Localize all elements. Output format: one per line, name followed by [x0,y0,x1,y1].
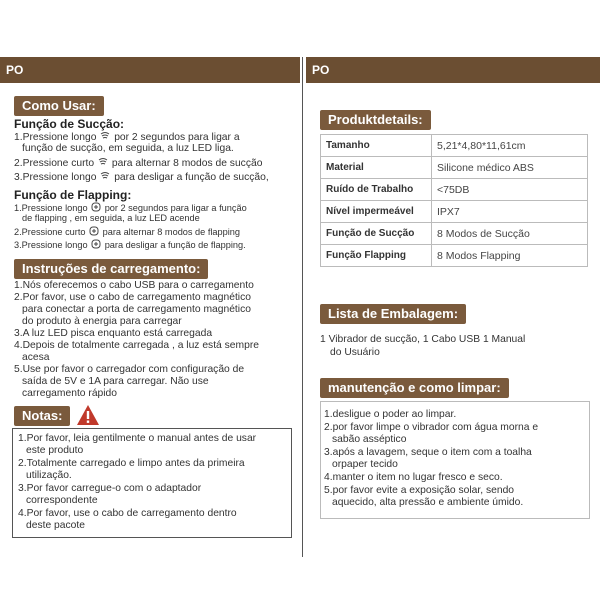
detail-value: 8 Modos de Sucção [432,223,588,245]
suction-button-icon [100,131,110,141]
manutencao-line-8: aquecido, alta pressão e ambiente úmido. [332,497,524,508]
succao-line-1 [14,131,240,144]
table-row [321,179,588,201]
manutencao-line-7: 5.por favor evite a exposição solar, sendo [324,485,515,496]
instrucoes-line-10: carregamento rápido [22,388,118,399]
notas-line-3: 2.Totalmente carregado e limpo antes da primeira [18,458,245,469]
flapping-line-1b: por 2 segundos para ligar a função [104,203,247,213]
notas-line-2: este produto [26,445,84,456]
column-divider [302,57,303,557]
succao-line-2a: 2.Pressione curto [14,158,95,169]
suction-button-icon [100,171,110,181]
notas-badge: Notas: [14,406,70,426]
product-details-table [320,134,588,267]
instrucoes-line-8: 5.Use por favor o carregador com configuração de [14,364,245,375]
succao-title: Função de Sucção: [14,117,125,131]
detail-key: Material [321,157,432,179]
instrucoes-line-6: 4.Depois de totalmente carregada , a luz está sempre [14,340,259,351]
left-header-bar [0,57,300,83]
instrucoes-line-1: 1.Nós oferecemos o cabo USB para o carregamento [14,280,254,291]
flapping-line-2a: 2.Pressione curto [14,227,86,237]
manutencao-line-5: orpaper tecido [332,459,398,470]
detail-key: Nível impermeável [321,201,432,223]
suction-button-icon [98,157,108,167]
instrucoes-line-7: acesa [22,352,50,363]
flapping-button-icon [91,239,101,249]
instrucoes-badge: Instruções de carregamento: [14,259,208,279]
manutencao-line-6: 4.manter o item no lugar fresco e seco. [324,472,503,483]
flapping-line-1a: 1.Pressione longo [14,203,88,213]
detail-key: Tamanho [321,135,432,157]
notas-line-4: utilização. [26,470,72,481]
table-row [321,245,588,267]
flapping-line-3a: 3.Pressione longo [14,240,88,250]
lista-line-2: do Usuário [330,347,380,358]
flapping-line-2 [14,226,240,238]
detail-value: Silicone médico ABS [432,157,588,179]
succao-line-2 [14,157,262,170]
flapping-title: Função de Flapping: [14,188,132,202]
notas-line-5: 3.Por favor carregue-o com o adaptador [18,483,202,494]
succao-line-3 [14,171,269,184]
flapping-button-icon [91,202,101,212]
manutencao-line-4: 3.após a lavagem, seque o item com a toalha [324,447,532,458]
instrucoes-line-5: 3.A luz LED pisca enquanto está carregada [14,328,213,339]
detail-value: <75DB [432,179,588,201]
instrucoes-line-9: saída de 5V e 1A para carregar. Não use [22,376,209,387]
notas-line-1: 1.Por favor, leia gentilmente o manual antes de usar [18,433,257,444]
right-header-code: PO [312,63,330,77]
manutencao-line-1: 1.desligue o poder ao limpar. [324,409,457,420]
succao-line-2b: para alternar 8 modos de sucção [111,158,263,169]
instrucoes-line-2: 2.Por favor, use o cabo de carregamento magnético [14,292,251,303]
instrucoes-line-3: para conectar a porta de carregamento magnético [22,304,251,315]
detail-key: Função Flapping [321,245,432,267]
flapping-button-icon [89,226,99,236]
lista-line-1: 1 Vibrador de sucção, 1 Cabo USB 1 Manual [320,334,526,345]
produkt-badge: Produktdetails: [320,110,431,130]
right-header-bar [306,57,600,83]
detail-value: 8 Modos Flapping [432,245,588,267]
succao-line-1-cont: função de sucção, em seguida, a luz LED liga. [22,143,234,154]
detail-value: 5,21*4,80*11,61cm [432,135,588,157]
flapping-line-1-cont: de flapping , em seguida, a luz LED acende [22,213,200,223]
flapping-line-2b: para alternar 8 modos de flapping [102,227,241,237]
flapping-line-1 [14,202,247,214]
succao-line-3a: 3.Pressione longo [14,172,97,183]
flapping-line-3b: para desligar a função de flapping. [104,240,246,250]
table-row [321,157,588,179]
detail-key: Ruído de Trabalho [321,179,432,201]
detail-key: Função de Sucção [321,223,432,245]
manutencao-badge: manutenção e como limpar: [320,378,509,398]
table-row [321,223,588,245]
notas-line-6: correspondente [26,495,98,506]
detail-value: IPX7 [432,201,588,223]
table-row [321,201,588,223]
table-row [321,135,588,157]
warning-triangle-icon [76,404,100,426]
manutencao-line-3: sabão asséptico [332,434,407,445]
notas-line-8: deste pacote [26,520,85,531]
como-usar-badge: Como Usar: [14,96,104,116]
succao-line-1a: 1.Pressione longo [14,132,97,143]
instrucoes-line-4: do produto à energia para carregar [22,316,182,327]
flapping-line-3 [14,239,246,251]
lista-badge: Lista de Embalagem: [320,304,466,324]
notas-line-7: 4.Por favor, use o cabo de carregamento dentro [18,508,237,519]
succao-line-1b: por 2 segundos para ligar a [114,132,240,143]
succao-line-3b: para desligar a função de sucção, [114,172,269,183]
left-header-code: PO [6,63,24,77]
manutencao-line-2: 2.por favor limpe o vibrador com água morna e [324,422,539,433]
